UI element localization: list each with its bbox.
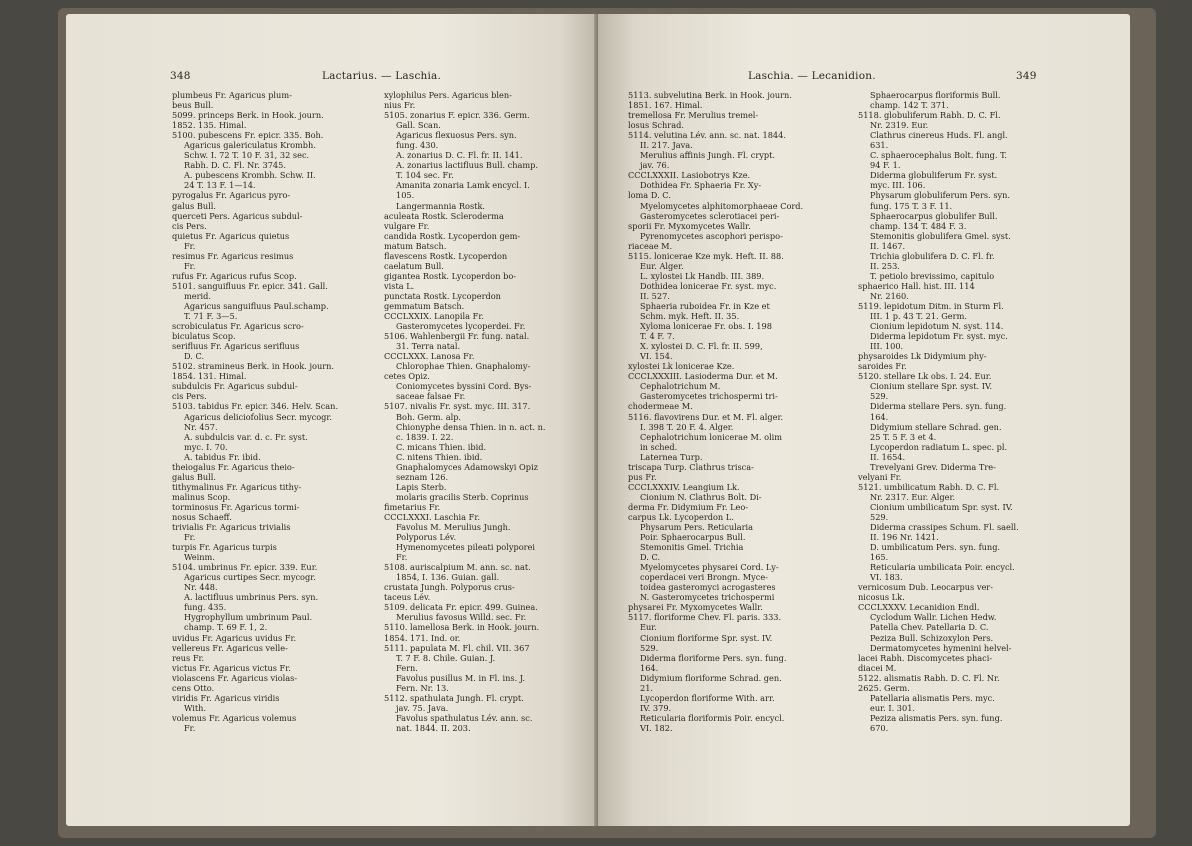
text-line: Chionyphe densa Thien. in n. act. n. bbox=[396, 421, 546, 432]
text-line: Clathrus cinereus Huds. Fl. angl. bbox=[870, 130, 1008, 141]
text-line: A. zonarius lactifluus Bull. champ. bbox=[396, 160, 539, 171]
text-line: Fern. Nr. 13. bbox=[396, 682, 449, 693]
text-line: D. umbilicatum Pers. syn. fung. bbox=[870, 542, 1001, 553]
text-line: A. tabidus Fr. ibid. bbox=[184, 451, 261, 462]
text-line: I. 398 T. 20 F. 4. Alger. bbox=[640, 421, 734, 432]
text-line: Sphaeria ruboidea Fr. in Kze et bbox=[640, 300, 770, 311]
text-line: Polyporus Lév. bbox=[396, 532, 457, 543]
text-line: Agaricus flexuosus Pers. syn. bbox=[396, 130, 517, 141]
text-line: lacei Rabh. Discomycetes phaci- bbox=[858, 652, 993, 663]
text-line: Fr. bbox=[184, 532, 196, 543]
text-line: Dothidea Fr. Sphaeria Fr. Xy- bbox=[640, 180, 762, 191]
text-line: cetes Opiz. bbox=[384, 371, 430, 382]
text-line: pyrogalus Fr. Agaricus pyro- bbox=[172, 190, 291, 201]
text-line: Myelomycetes alphitomorphaeae Cord. bbox=[640, 200, 804, 211]
text-line: losus Schrad. bbox=[628, 120, 684, 131]
text-line: serifluus Fr. Agaricus serifluus bbox=[172, 341, 300, 352]
text-line: plumbeus Fr. Agaricus plum- bbox=[172, 90, 292, 100]
text-line: torminosus Fr. Agaricus tormi- bbox=[172, 501, 300, 512]
text-line: D. C. bbox=[184, 351, 205, 362]
text-line: merid. bbox=[184, 290, 211, 301]
text-line: 5119. lepidotum Ditm. in Sturm Fl. bbox=[858, 300, 1004, 311]
text-line: 1854, I. 136. Guian. gall. bbox=[396, 572, 500, 583]
text-line: Gnaphalomyces Adamowskyi Opiz bbox=[396, 461, 538, 472]
right-page bbox=[598, 14, 1130, 826]
text-line: C. sphaerocephalus Bolt. fung. T. bbox=[870, 150, 1007, 161]
text-line: Physarum globuliferum Pers. syn. bbox=[870, 190, 1011, 201]
text-line: molaris gracilis Sterb. Coprinus bbox=[396, 491, 529, 502]
text-line: Laternea Turp. bbox=[640, 451, 703, 462]
text-line: reus Fr. bbox=[172, 652, 205, 663]
text-line: eur. I. 301. bbox=[870, 702, 916, 713]
text-line: victus Fr. Agaricus victus Fr. bbox=[172, 662, 291, 673]
text-line: T. 104 sec. Fr. bbox=[396, 170, 454, 181]
text-line: 5118. globuliferum Rabh. D. C. Fl. bbox=[858, 110, 1001, 121]
text-line: Lycoperdon radiatum L. spec. pl. bbox=[870, 441, 1008, 452]
text-line: Gasteromycetes sclerotiacei peri- bbox=[640, 210, 780, 221]
text-line: II. 1467. bbox=[870, 240, 906, 251]
text-line: 24 T. 13 F. 1—14. bbox=[184, 180, 256, 191]
text-line: Boh. Germ. alp. bbox=[396, 411, 462, 422]
text-line: nicosus Lk. bbox=[858, 592, 905, 603]
text-line: caelatum Bull. bbox=[384, 260, 444, 271]
text-line: Agaricus sanguifluus Paul.schamp. bbox=[184, 300, 329, 311]
text-line: 5106. Wahlenbergii Fr. fung. natal. bbox=[384, 331, 530, 342]
text-line: querceti Pers. Agaricus subdul- bbox=[172, 210, 303, 221]
text-line: xylostei Lk lonicerae Kze. bbox=[628, 361, 735, 372]
text-line: vernicosum Dub. Leocarpus ver- bbox=[858, 582, 993, 593]
text-line: jav. 76. bbox=[640, 160, 670, 171]
text-line: biculatus Scop. bbox=[172, 331, 236, 342]
text-line: Agaricus deliciofolius Secr. mycogr. bbox=[184, 411, 332, 422]
text-line: galus Bull. bbox=[172, 471, 216, 482]
text-line: Fr. bbox=[184, 240, 196, 251]
text-line: Hygrophyllum umbrinum Paul. bbox=[184, 612, 313, 623]
text-line: With. bbox=[184, 702, 207, 713]
text-line: Trichia globulifera D. C. Fl. fr. bbox=[870, 250, 995, 261]
text-line: Nr. 457. bbox=[184, 421, 218, 432]
text-line: c. 1839. I. 22. bbox=[396, 431, 454, 442]
text-line: 5110. lamellosa Berk. in Hook. journ. bbox=[384, 622, 540, 633]
text-line: myc. I. 70. bbox=[184, 441, 228, 452]
text-line: II. 217. Java. bbox=[640, 140, 693, 151]
text-line: gigantea Rostk. Lycoperdon bo- bbox=[384, 270, 517, 281]
text-line: 5114. velutina Lév. ann. sc. nat. 1844. bbox=[628, 130, 786, 141]
text-line: 631. bbox=[870, 140, 889, 151]
text-line: Reticularia floriformis Poir. encycl. bbox=[640, 712, 785, 723]
text-line: Schw. I. 72 T. 10 F. 31, 32 sec. bbox=[184, 150, 310, 161]
text-line: Lycoperdon floriforme With. arr. bbox=[640, 692, 775, 703]
text-line: Agaricus galericulatus Krombh. bbox=[184, 140, 316, 151]
text-line: Dermatomycetes hymenini helvel- bbox=[870, 642, 1012, 653]
text-line: 31. Terra natal. bbox=[396, 341, 461, 352]
text-line: Favolus spathulatus Lév. ann. sc. bbox=[396, 712, 533, 723]
text-line: Stemonitis Gmel. Trichia bbox=[640, 542, 744, 553]
text-line: D. C. bbox=[640, 552, 661, 563]
text-line: Nr. 2160. bbox=[870, 290, 909, 301]
text-line: X. xylostei D. C. Fl. fr. II. 599, bbox=[640, 341, 763, 352]
right-page-number: 349 bbox=[1016, 70, 1037, 82]
text-line: carpus Lk. Lycoperdon L. bbox=[628, 511, 734, 522]
text-line: galus Bull. bbox=[172, 200, 216, 211]
text-line: A. subdulcis var. d. c. Fr. syst. bbox=[184, 431, 308, 442]
text-line: CCCLXXXI. Laschia Fr. bbox=[384, 511, 480, 522]
text-line: candida Rostk. Lycoperdon gem- bbox=[384, 230, 521, 241]
text-line: matum Batsch. bbox=[384, 240, 447, 251]
text-line: Diderma floriforme Pers. syn. fung. bbox=[640, 652, 787, 663]
text-line: VI. 183. bbox=[870, 572, 903, 583]
text-line: 5101. sanguifluus Fr. epicr. 341. Gall. bbox=[172, 280, 328, 291]
text-line: 1854. 171. Ind. or. bbox=[384, 632, 461, 643]
text-line: Coniomycetes byssini Cord. Bys- bbox=[396, 381, 532, 392]
text-line: turpis Fr. Agaricus turpis bbox=[172, 542, 277, 553]
text-line: IV. 379. bbox=[640, 702, 672, 713]
text-line: diacei M. bbox=[858, 662, 897, 673]
text-line: violascens Fr. Agaricus violas- bbox=[172, 672, 298, 683]
text-line: toidea gasteromyci acrogasteres bbox=[640, 582, 776, 593]
text-line: N. Gasteromycetes trichospermi bbox=[640, 592, 775, 603]
text-line: 5108. auriscalpium M. ann. sc. nat. bbox=[384, 562, 531, 573]
text-line: 1854. 131. Himal. bbox=[172, 371, 247, 382]
text-line: seznam 126. bbox=[396, 471, 449, 482]
text-line: Nr. 2319. Eur. bbox=[870, 120, 929, 131]
text-line: malinus Scop. bbox=[172, 491, 231, 502]
text-line: derma Fr. Didymium Fr. Leo- bbox=[628, 501, 749, 512]
text-line: fung. 435. bbox=[184, 602, 227, 613]
text-line: jav. 75. Java. bbox=[396, 702, 449, 713]
text-line: T. 4 F. 7. bbox=[640, 331, 675, 342]
text-line: xylophilus Pers. Agaricus blen- bbox=[384, 90, 512, 100]
text-line: 5120. stellare Lk obs. I. 24. Eur. bbox=[858, 371, 992, 382]
text-line: Peziza Bull. Schizoxylon Pers. bbox=[870, 632, 994, 643]
text-line: volemus Fr. Agaricus volemus bbox=[172, 712, 297, 723]
text-line: fimetarius Fr. bbox=[384, 501, 441, 512]
text-line: Merulius affinis Jungh. Fl. crypt. bbox=[640, 150, 776, 161]
text-line: Merulius favosus Willd. sec. Fr. bbox=[396, 612, 527, 623]
text-line: C. nitens Thien. ibid. bbox=[396, 451, 483, 462]
text-line: saroides Fr. bbox=[858, 361, 907, 372]
text-line: 5117. floriforme Chev. Fl. paris. 333. bbox=[628, 612, 782, 623]
text-line: 5115. lonicerae Kze myk. Heft. II. 88. bbox=[628, 250, 784, 261]
text-line: physaroides Lk Didymium phy- bbox=[858, 351, 987, 362]
text-line: Favolus M. Merulius Jungh. bbox=[396, 522, 511, 533]
text-line: 5104. umbrinus Fr. epicr. 339. Eur. bbox=[172, 562, 318, 573]
text-line: CCCLXXIX. Lanopila Fr. bbox=[384, 311, 484, 322]
text-line: A. pubescens Krombh. Schw. II. bbox=[184, 170, 316, 181]
text-line: crustata Jungh. Polyporus crus- bbox=[384, 582, 515, 593]
text-line: punctata Rostk. Lycoperdon bbox=[384, 290, 501, 301]
text-line: Agaricus curtipes Secr. mycogr. bbox=[184, 572, 316, 583]
text-line: A. lactifluus umbrinus Pers. syn. bbox=[184, 592, 319, 603]
text-line: Diderma crassipes Schum. Fl. saell. bbox=[870, 522, 1019, 533]
text-line: Rabh. D. C. Fl. Nr. 3745. bbox=[184, 160, 286, 171]
text-line: Gall. Scan. bbox=[396, 120, 441, 131]
text-line: 5121. umbilicatum Rabh. D. C. Fl. bbox=[858, 481, 1000, 492]
text-line: Diderma lepidotum Fr. syst. myc. bbox=[870, 331, 1008, 342]
text-line: 164. bbox=[640, 662, 659, 673]
text-line: 1852. 135. Himal. bbox=[172, 120, 247, 131]
text-line: cis Pers. bbox=[172, 391, 207, 402]
text-line: Patellaria alismatis Pers. myc. bbox=[870, 692, 995, 703]
text-line: Fr. bbox=[184, 722, 196, 733]
text-line: myc. III. 106. bbox=[870, 180, 926, 191]
text-line: trivialis Fr. Agaricus trivialis bbox=[172, 522, 291, 533]
text-line: Dothidea lonicerae Fr. syst. myc. bbox=[640, 280, 777, 291]
text-line: Fr. bbox=[184, 260, 196, 271]
text-line: nosus Schaeff. bbox=[172, 511, 232, 522]
text-line: tremellosa Fr. Merulius tremel- bbox=[628, 110, 759, 121]
text-line: Didymium stellare Schrad. gen. bbox=[870, 421, 1002, 432]
text-line: Chlorophae Thien. Gnaphalomy- bbox=[396, 361, 531, 372]
text-line: CCCLXXXII. Lasiobotrys Kze. bbox=[628, 170, 751, 181]
text-line: Cionium lepidotum N. syst. 114. bbox=[870, 321, 1004, 332]
text-line: Nr. 2317. Eur. Alger. bbox=[870, 491, 956, 502]
text-line: sporii Fr. Myxomycetes Wallr. bbox=[628, 220, 751, 231]
text-line: champ. T. 69 F. 1, 2. bbox=[184, 622, 268, 633]
text-line: CCCLXXXV. Lecanidion Endl. bbox=[858, 602, 980, 613]
text-line: flavescens Rostk. Lycoperdon bbox=[384, 250, 508, 261]
text-line: VI. 182. bbox=[640, 722, 673, 733]
left-page bbox=[66, 14, 598, 826]
text-line: vellereus Fr. Agaricus velle- bbox=[172, 642, 288, 653]
text-line: II. 196 Nr. 1421. bbox=[870, 532, 939, 543]
text-line: coperdacei veri Brongn. Myce- bbox=[640, 572, 768, 583]
text-line: Eur. bbox=[640, 622, 657, 633]
text-line: pus Fr. bbox=[628, 471, 657, 482]
text-line: nat. 1844. II. 203. bbox=[396, 722, 471, 733]
text-line: 105. bbox=[396, 190, 415, 201]
text-line: Sphaerocarpus floriformis Bull. bbox=[870, 90, 1001, 100]
text-line: Diderma stellare Pers. syn. fung. bbox=[870, 401, 1007, 412]
left-page-number: 348 bbox=[170, 70, 191, 82]
text-line: 164. bbox=[870, 411, 889, 422]
text-line: Weinm. bbox=[184, 552, 215, 563]
text-line: tithymalinus Fr. Agaricus tithy- bbox=[172, 481, 302, 492]
text-line: II. 253. bbox=[870, 260, 900, 271]
text-line: A. zonarius D. C. Fl. fr. II. 141. bbox=[396, 150, 523, 161]
text-line: in sched. bbox=[640, 441, 678, 452]
text-line: Reticularia umbilicata Poir. encycl. bbox=[870, 562, 1015, 573]
text-line: CCCLXXXIV. Leangium Lk. bbox=[628, 481, 740, 492]
text-line: Fern. bbox=[396, 662, 418, 673]
text-line: aculeata Rostk. Scleroderma bbox=[384, 210, 504, 221]
text-line: 5105. zonarius F. epicr. 336. Germ. bbox=[384, 110, 530, 121]
text-line: 21. bbox=[640, 682, 654, 693]
text-line: Eur. Alger. bbox=[640, 260, 684, 271]
text-line: gemmatum Batsch. bbox=[384, 300, 465, 311]
text-line: 5113. subvelutina Berk. in Hook. journ. bbox=[628, 90, 792, 100]
text-line: triscapa Turp. Clathrus trisca- bbox=[628, 461, 754, 472]
text-line: 5102. stramineus Berk. in Hook. journ. bbox=[172, 361, 335, 372]
text-line: loma D. C. bbox=[628, 190, 671, 201]
text-line: beus Bull. bbox=[172, 100, 214, 111]
left-column-1 bbox=[172, 90, 380, 733]
text-line: vulgare Fr. bbox=[384, 220, 430, 231]
text-line: scrobiculatus Fr. Agaricus scro- bbox=[172, 321, 304, 332]
text-line: Schm. myk. Heft. II. 35. bbox=[640, 311, 740, 322]
text-line: Cionium umbilicatum Spr. syst. IV. bbox=[870, 501, 1013, 512]
text-line: 1851. 167. Himal. bbox=[628, 100, 703, 111]
text-line: champ. 142 T. 371. bbox=[870, 100, 949, 111]
text-line: champ. 134 T. 484 F. 3. bbox=[870, 220, 967, 231]
text-line: chodermeae M. bbox=[628, 401, 693, 412]
text-line: Amanita zonaria Lamk encycl. I. bbox=[396, 180, 530, 191]
text-line: Cephalotrichum lonicerae M. olim bbox=[640, 431, 783, 442]
text-line: C. micans Thien. ibid. bbox=[396, 441, 487, 452]
text-line: subdulcis Fr. Agaricus subdul- bbox=[172, 381, 298, 392]
text-line: quietus Fr. Agaricus quietus bbox=[172, 230, 290, 241]
text-line: vista L. bbox=[384, 280, 415, 291]
text-line: rufus Fr. Agaricus rufus Scop. bbox=[172, 270, 297, 281]
text-line: resimus Fr. Agaricus resimus bbox=[172, 250, 294, 261]
text-line: Nr. 448. bbox=[184, 582, 218, 593]
text-line: T. 71 F. 3—5. bbox=[184, 311, 238, 322]
right-column-2 bbox=[858, 90, 1066, 733]
text-line: Gasteromycetes lycoperdei. Fr. bbox=[396, 321, 526, 332]
text-line: Lapis Sterb. bbox=[396, 481, 447, 492]
text-line: Fr. bbox=[396, 552, 408, 563]
text-line: Langermannia Rostk. bbox=[396, 200, 486, 211]
text-line: Favolus pusillus M. in Fl. ins. J. bbox=[396, 672, 526, 683]
text-line: Didymium floriforme Schrad. gen. bbox=[640, 672, 782, 683]
text-line: II. 1654. bbox=[870, 451, 906, 462]
text-line: Diderma globuliferum Fr. syst. bbox=[870, 170, 998, 181]
text-line: 5109. delicata Fr. epicr. 499. Guinea. bbox=[384, 602, 538, 613]
text-line: 5116. flavovirens Dur. et M. Fl. alger. bbox=[628, 411, 784, 422]
text-line: Hymenomycetes pileati polyporei bbox=[396, 542, 536, 553]
text-line: 94 F. 1. bbox=[870, 160, 901, 171]
text-line: CCCLXXXIII. Lasioderma Dur. et M. bbox=[628, 371, 778, 382]
text-line: III. 1 p. 43 T. 21. Germ. bbox=[870, 311, 967, 322]
text-line: Stemonitis globulifera Gmel. syst. bbox=[870, 230, 1011, 241]
text-line: T. petiolo brevissimo, capitulo bbox=[870, 270, 995, 281]
text-line: 165. bbox=[870, 552, 889, 563]
text-line: 5122. alismatis Rabh. D. C. Fl. Nr. bbox=[858, 672, 1000, 683]
text-line: Gasteromycetes trichospermi tri- bbox=[640, 391, 778, 402]
right-column-1 bbox=[628, 90, 836, 733]
text-line: Patella Chev. Patellaria D. C. bbox=[870, 622, 989, 633]
text-line: Cionium stellare Spr. syst. IV. bbox=[870, 381, 993, 392]
left-column-2 bbox=[384, 90, 592, 733]
text-line: VI. 154. bbox=[640, 351, 673, 362]
right-running-header: Laschia. — Lecanidion. bbox=[748, 70, 876, 82]
text-line: fung. 430. bbox=[396, 140, 439, 151]
text-line: 5111. papulata M. Fl. chil. VII. 367 bbox=[384, 642, 530, 653]
text-line: fung. 175 T. 3 F. 11. bbox=[870, 200, 953, 211]
text-line: nius Fr. bbox=[384, 100, 416, 111]
text-line: Cionium floriforme Spr. syst. IV. bbox=[640, 632, 773, 643]
text-line: velyani Fr. bbox=[858, 471, 902, 482]
text-line: 2625. Germ. bbox=[858, 682, 910, 693]
text-line: Poir. Sphaerocarpus Bull. bbox=[640, 532, 746, 543]
text-line: Cyclodum Wallr. Lichen Hedw. bbox=[870, 612, 997, 623]
text-line: III. 100. bbox=[870, 341, 904, 352]
text-line: T. 7 F. 8. Chile. Guian. J. bbox=[396, 652, 496, 663]
text-line: 529. bbox=[640, 642, 659, 653]
text-line: Peziza alismatis Pers. syn. fung. bbox=[870, 712, 1003, 723]
text-line: 529. bbox=[870, 391, 889, 402]
text-line: taceus Lév. bbox=[384, 592, 431, 603]
text-line: 5107. nivalis Fr. syst. myc. III. 317. bbox=[384, 401, 531, 412]
text-line: Myelomycetes physarei Cord. Ly- bbox=[640, 562, 779, 573]
text-line: CCCLXXX. Lanosa Fr. bbox=[384, 351, 475, 362]
text-line: II. 527. bbox=[640, 290, 670, 301]
text-line: 25 T. 5 F. 3 et 4. bbox=[870, 431, 937, 442]
text-line: 5100. pubescens Fr. epicr. 335. Boh. bbox=[172, 130, 324, 141]
text-line: uvidus Fr. Agaricus uvidus Fr. bbox=[172, 632, 297, 643]
text-line: Trevelyani Grev. Diderma Tre- bbox=[870, 461, 996, 472]
text-line: Sphaerocarpus globulifer Bull. bbox=[870, 210, 998, 221]
text-line: viridis Fr. Agaricus viridis bbox=[172, 692, 280, 703]
text-line: L. xylostei Lk Handb. III. 389. bbox=[640, 270, 765, 281]
text-line: cis Pers. bbox=[172, 220, 207, 231]
text-line: saceae falsae Fr. bbox=[396, 391, 466, 402]
text-line: 5103. tabidus Fr. epicr. 346. Helv. Scan. bbox=[172, 401, 339, 412]
text-line: 5099. princeps Berk. in Hook. journ. bbox=[172, 110, 324, 121]
text-line: theiogalus Fr. Agaricus theio- bbox=[172, 461, 295, 472]
left-running-header: Lactarius. — Laschia. bbox=[322, 70, 442, 82]
text-line: Pyrenomycetes ascophori perispo- bbox=[640, 230, 783, 241]
text-line: Cephalotrichum M. bbox=[640, 381, 721, 392]
text-line: Cionium N. Clathrus Bolt. Di- bbox=[640, 491, 762, 502]
text-line: physarei Fr. Myxomycetes Wallr. bbox=[628, 602, 763, 613]
text-line: Physarum Pers. Reticularia bbox=[640, 522, 754, 533]
text-line: sphaerico Hall. hist. III. 114 bbox=[858, 280, 975, 291]
text-line: cens Otto. bbox=[172, 682, 215, 693]
text-line: 5112. spathulata Jungh. Fl. crypt. bbox=[384, 692, 524, 703]
text-line: riaceae M. bbox=[628, 240, 673, 251]
text-line: 670. bbox=[870, 722, 889, 733]
text-line: Xyloma lonicerae Fr. obs. I. 198 bbox=[640, 321, 772, 332]
text-line: 529. bbox=[870, 511, 889, 522]
